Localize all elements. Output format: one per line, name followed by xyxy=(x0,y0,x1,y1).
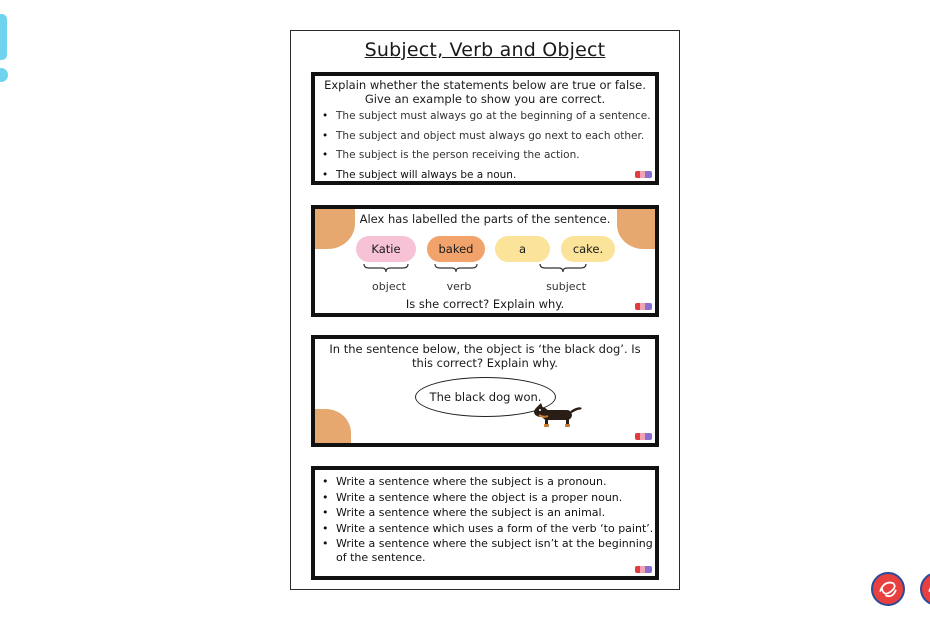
list-item: • The subject and object must always go next to each other. xyxy=(321,129,655,143)
list-item: • Write a sentence where the subject isn’t at the beginning of the sentence. xyxy=(321,537,655,565)
worksheet-title: Subject, Verb and Object xyxy=(364,39,606,61)
statement-list xyxy=(315,109,655,182)
scribble-nav-button-icon[interactable] xyxy=(920,572,930,606)
question-box-true-false xyxy=(311,72,659,185)
curly-brace-icon xyxy=(363,264,409,272)
publisher-logo-icon xyxy=(635,303,652,310)
question-box-object-check xyxy=(311,335,659,447)
question-box-labelled-sentence xyxy=(311,205,659,317)
list-item: • The subject is the person receiving the action. xyxy=(321,148,655,162)
publisher-logo-icon xyxy=(635,433,652,440)
list-item: • The subject must always go at the beginning of a sentence. xyxy=(321,109,655,123)
decorative-blob-icon xyxy=(617,205,659,249)
part-label: verb xyxy=(446,280,472,293)
word-pill: cake. xyxy=(561,236,615,262)
question-box-write-sentences xyxy=(311,466,659,580)
curly-brace-icon xyxy=(434,264,478,272)
exclamation-mark-icon xyxy=(0,14,10,84)
list-item: • Write a sentence where the subject is a pronoun. xyxy=(321,475,655,489)
task-list xyxy=(315,475,655,565)
word-pill: a xyxy=(495,236,550,262)
publisher-logo-icon xyxy=(635,171,652,178)
question-prompt: Explain whether the statements below are true or false. Give an example to show you are correct. xyxy=(324,78,646,106)
scribble-nav-button-icon[interactable] xyxy=(871,572,905,606)
question-prompt: Alex has labelled the parts of the sentence. xyxy=(359,212,611,226)
word-pill: baked xyxy=(427,236,485,262)
part-label: subject xyxy=(546,280,586,293)
part-label: object xyxy=(372,280,406,293)
question-footer: Is she correct? Explain why. xyxy=(405,297,565,311)
publisher-logo-icon xyxy=(635,566,652,573)
decorative-blob-icon xyxy=(311,409,351,447)
dachshund-dog-icon xyxy=(533,399,583,429)
worksheet-page xyxy=(290,30,680,590)
list-item: • Write a sentence where the object is a proper noun. xyxy=(321,491,655,505)
question-prompt: In the sentence below, the object is ‘the black dog’. Is this correct? Explain why. xyxy=(329,342,641,370)
list-item: • The subject will always be a noun. xyxy=(321,168,655,182)
word-pill: Katie xyxy=(356,236,416,262)
curly-brace-icon xyxy=(539,264,587,272)
speech-bubble: The black dog won. xyxy=(415,377,556,417)
decorative-blob-icon xyxy=(311,205,355,249)
list-item: • Write a sentence which uses a form of the verb ‘to paint’. xyxy=(321,522,655,536)
list-item: • Write a sentence where the subject is an animal. xyxy=(321,506,655,520)
